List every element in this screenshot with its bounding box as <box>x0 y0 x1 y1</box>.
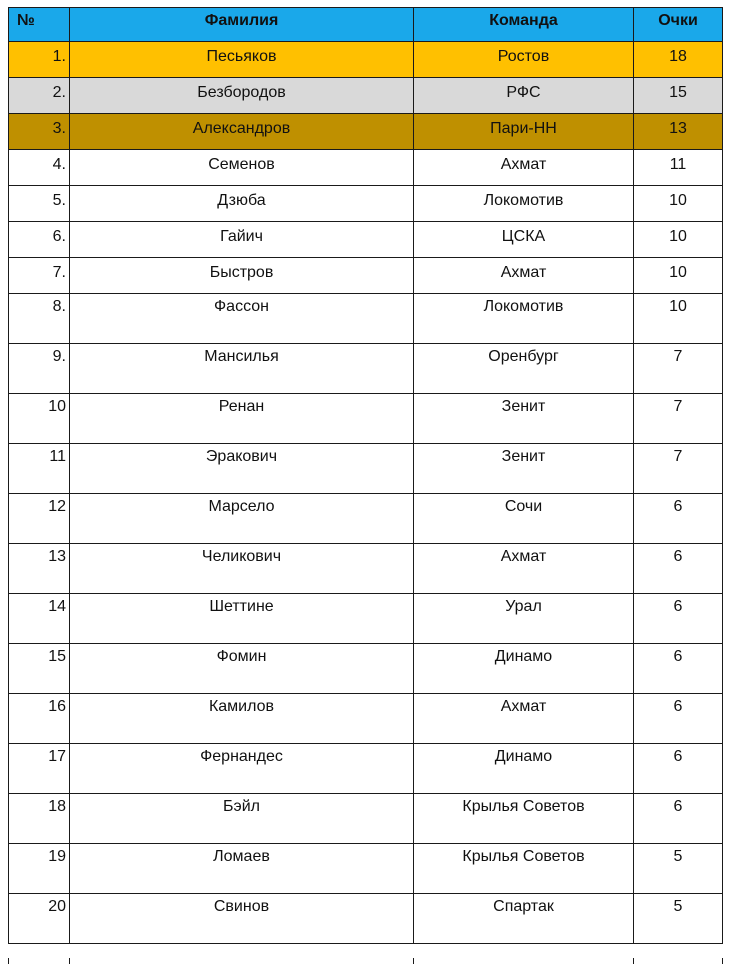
cell-points: 10 <box>634 258 723 294</box>
table-row <box>9 344 723 394</box>
cell-num: 9. <box>9 344 70 394</box>
cell-team: Зенит <box>414 394 634 444</box>
table-row <box>9 644 723 694</box>
cell-points: 6 <box>634 594 723 644</box>
table-row <box>9 222 723 258</box>
table-row <box>9 78 723 114</box>
table-row <box>9 294 723 344</box>
table-row <box>9 844 723 894</box>
table-row <box>9 444 723 494</box>
table-row <box>9 894 723 944</box>
table-row <box>9 394 723 444</box>
cell-num: 10 <box>9 394 70 444</box>
cell-num: 20 <box>9 894 70 944</box>
cell-team: Ахмат <box>414 694 634 744</box>
cell-num: 5. <box>9 186 70 222</box>
cell-team: Ахмат <box>414 258 634 294</box>
cell-points: 7 <box>634 394 723 444</box>
cell-name: Быстров <box>70 258 414 294</box>
cell-points: 6 <box>634 494 723 544</box>
cell-team: Урал <box>414 594 634 644</box>
table-row <box>9 186 723 222</box>
cell-num: 15 <box>9 644 70 694</box>
cell-points: 13 <box>634 114 723 150</box>
cell-name: Фернандес <box>70 744 414 794</box>
cell-num: 11 <box>9 444 70 494</box>
next-row-continuation <box>8 958 723 964</box>
cell-name: Безбородов <box>70 78 414 114</box>
cell-points: 6 <box>634 794 723 844</box>
cell-team: Пари-НН <box>414 114 634 150</box>
cell-num: 6. <box>9 222 70 258</box>
table-row <box>9 744 723 794</box>
cell-name: Свинов <box>70 894 414 944</box>
table-row <box>9 150 723 186</box>
table-row <box>9 794 723 844</box>
cell-name: Ломаев <box>70 844 414 894</box>
cell-name: Камилов <box>70 694 414 744</box>
table-row <box>9 694 723 744</box>
cell-name: Ренан <box>70 394 414 444</box>
cell-points: 10 <box>634 222 723 258</box>
table-row <box>9 42 723 78</box>
cell-team: Крылья Советов <box>414 794 634 844</box>
cell-num: 16 <box>9 694 70 744</box>
cell-team: Оренбург <box>414 344 634 394</box>
standings-table <box>8 7 723 944</box>
cell-num: 2. <box>9 78 70 114</box>
table-row <box>9 114 723 150</box>
cell-points: 11 <box>634 150 723 186</box>
cell-points: 6 <box>634 644 723 694</box>
cell-num: 4. <box>9 150 70 186</box>
cell-team: Локомотив <box>414 186 634 222</box>
cell-name: Шеттине <box>70 594 414 644</box>
cell-team: Ростов <box>414 42 634 78</box>
cell-team: Динамо <box>414 744 634 794</box>
cell-points: 10 <box>634 186 723 222</box>
cell-team: РФС <box>414 78 634 114</box>
header-points: Очки <box>634 8 723 42</box>
cell-points: 7 <box>634 344 723 394</box>
table-row <box>9 594 723 644</box>
header-name: Фамилия <box>70 8 414 42</box>
cell-num: 19 <box>9 844 70 894</box>
cell-team: Крылья Советов <box>414 844 634 894</box>
table-row <box>9 494 723 544</box>
table-row <box>9 258 723 294</box>
cell-name: Гайич <box>70 222 414 258</box>
cell-name: Фассон <box>70 294 414 344</box>
cell-points: 6 <box>634 744 723 794</box>
cell-points: 18 <box>634 42 723 78</box>
cell-points: 5 <box>634 894 723 944</box>
cell-team: Спартак <box>414 894 634 944</box>
cell-name: Песьяков <box>70 42 414 78</box>
cell-num: 17 <box>9 744 70 794</box>
cell-name: Марсело <box>70 494 414 544</box>
cell-team: Ахмат <box>414 544 634 594</box>
cell-num: 14 <box>9 594 70 644</box>
cell-name: Александров <box>70 114 414 150</box>
cell-team: Зенит <box>414 444 634 494</box>
cell-points: 10 <box>634 294 723 344</box>
header-team: Команда <box>414 8 634 42</box>
cell-name: Эракович <box>70 444 414 494</box>
cell-num: 8. <box>9 294 70 344</box>
cell-num: 13 <box>9 544 70 594</box>
cell-num: 7. <box>9 258 70 294</box>
cell-team: Локомотив <box>414 294 634 344</box>
cell-name: Бэйл <box>70 794 414 844</box>
cell-name: Мансилья <box>70 344 414 394</box>
cell-points: 6 <box>634 694 723 744</box>
cell-points: 15 <box>634 78 723 114</box>
cell-team: ЦСКА <box>414 222 634 258</box>
cell-name: Дзюба <box>70 186 414 222</box>
cell-name: Челикович <box>70 544 414 594</box>
table-row <box>9 544 723 594</box>
header-num: № <box>9 8 70 42</box>
cell-team: Сочи <box>414 494 634 544</box>
cell-name: Фомин <box>70 644 414 694</box>
cell-num: 18 <box>9 794 70 844</box>
cell-num: 12 <box>9 494 70 544</box>
cell-points: 5 <box>634 844 723 894</box>
cell-team: Динамо <box>414 644 634 694</box>
cell-num: 3. <box>9 114 70 150</box>
cell-name: Семенов <box>70 150 414 186</box>
cell-points: 6 <box>634 544 723 594</box>
cell-points: 7 <box>634 444 723 494</box>
header-row <box>9 8 723 42</box>
cell-team: Ахмат <box>414 150 634 186</box>
cell-num: 1. <box>9 42 70 78</box>
